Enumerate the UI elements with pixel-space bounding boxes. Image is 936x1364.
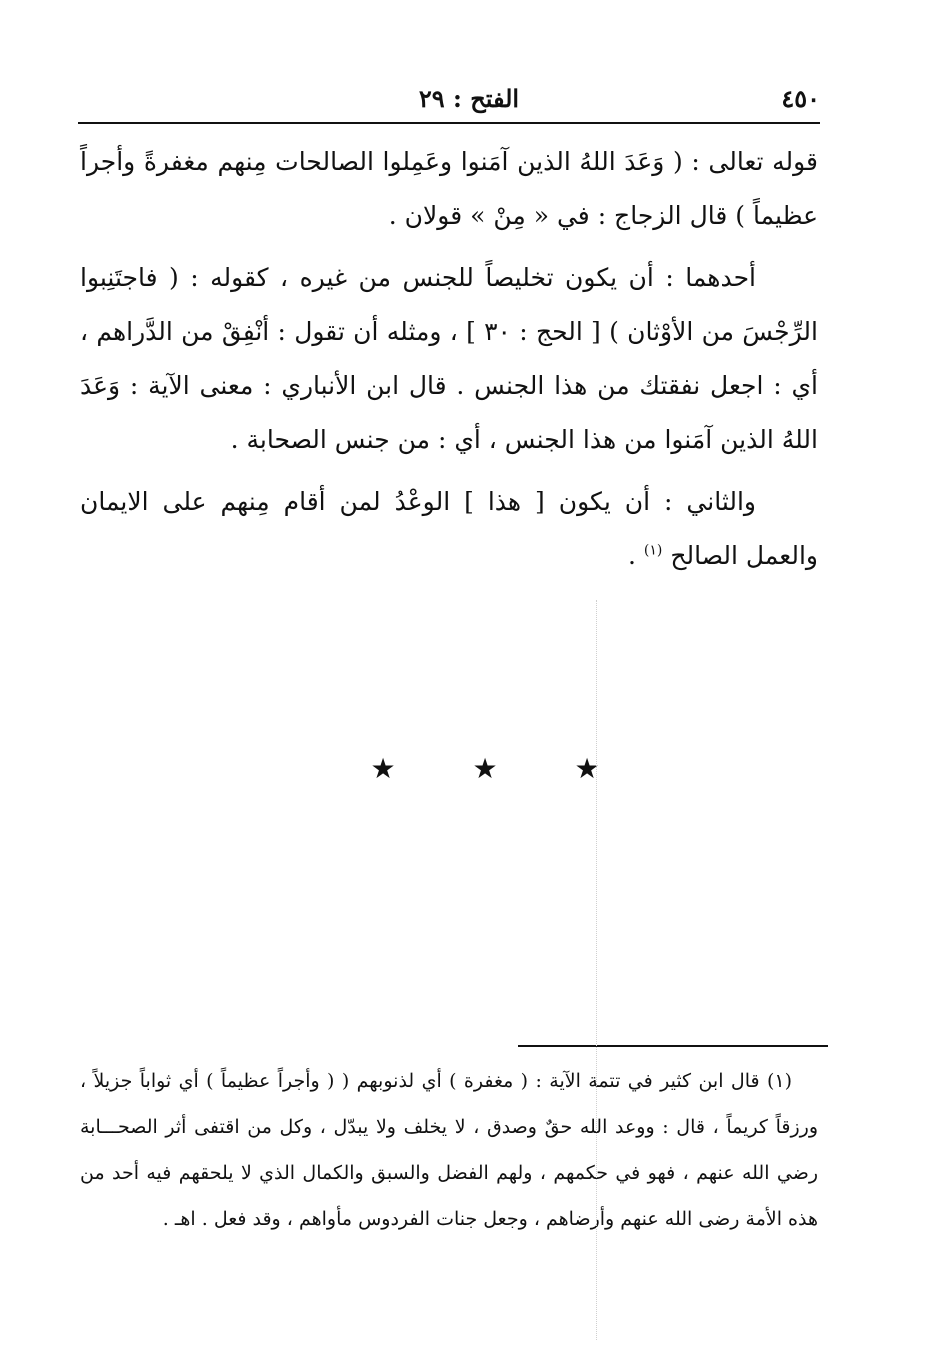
- footnote-reference[interactable]: (١): [643, 542, 663, 559]
- scan-artifact-dots: [596, 600, 597, 1340]
- page-header: [78, 82, 820, 124]
- paragraph-1: قوله تعالى : ( وَعَدَ اللهُ الذين آمَنوا وعَمِلوا الصالحات مِنهم مغفرةً وأجراً عظيماً ) قال الزجاج : في « مِنْ » قولان .: [80, 147, 818, 230]
- main-text: [80, 135, 818, 591]
- footnote-divider: [518, 1045, 828, 1047]
- paragraph-2: أحدهما : أن يكون تخليصاً للجنس من غيره ، كقوله : ( فاجتَنِبوا الرِّجْسَ من الأوْثان ) [ الحج : ٣٠ ] ، ومثله أن تقول : أنْفِقْ من الدَّراهم ، أي : اجعل نفقتك من هذا الجنس . قال ابن الأنباري : معنى الآية : وَعَدَ اللهُ الذين آمَنوا من هذا الجنس ، أي : من جنس الصحابة .: [80, 263, 818, 454]
- section-separator-stars: ★ ★ ★: [370, 752, 634, 785]
- paragraph-3: [80, 475, 818, 583]
- paragraph-3-text: والثاني : أن يكون [ هذا ] الوعْدُ لمن أقام مِنهم على الايمان والعمل الصالح: [80, 487, 818, 570]
- footnotes: [80, 1058, 818, 1242]
- page-number: ٤٥٠: [781, 84, 820, 113]
- footnote-1: (١) قال ابن كثير في تتمة الآية : ( مغفرة ) أي لذنوبهم ( ( وأجراً عظيماً ) أي ثواباً جزيلاً ، ورزقاً كريماً ، قال : ووعد الله حقٌ وصدق ، لا يخلف ولا يبدّل ، وكل من اقتفى أثر الصحـــابة رضي الله عنهم ، فهو في حكمهم ، ولهم الفضل والسبق والكمال الذي لا يلحقهم فيه أحد من هذه الأمة رضى الله عنهم وأرضاهم ، وجعل جنات الفردوس مأواهم ، وقد فعل . اهـ .: [80, 1070, 818, 1230]
- paragraph-3-end: .: [628, 541, 636, 570]
- running-head: الفتح : ٢٩: [418, 84, 520, 113]
